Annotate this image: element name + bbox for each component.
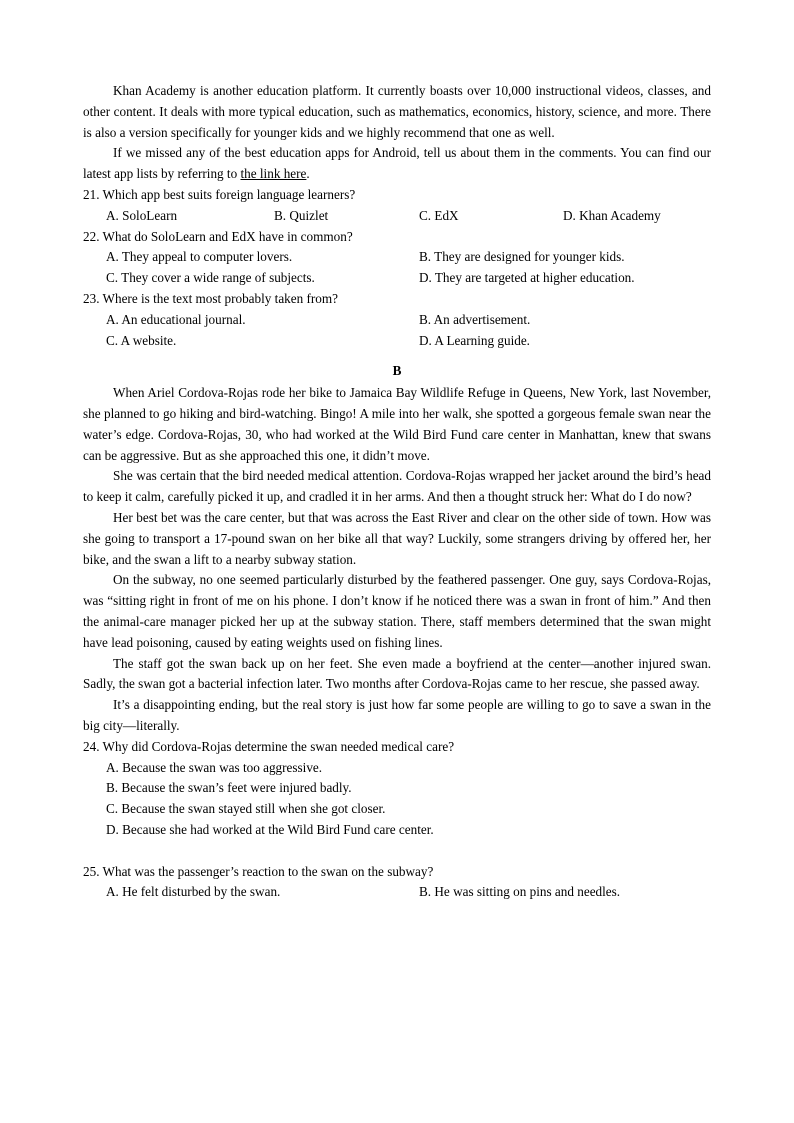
question-stem: 22. What do SoloLearn and EdX have in common? (83, 228, 353, 244)
passage-b-paragraph: When Ariel Cordova-Rojas rode her bike to Jamaica Bay Wildlife Refuge in Queens, New York, last November, she planned to go hiking and bird-watching. Bingo! A mile into her walk, she spotted a gorgeous female swan near the water’s edge. Cordova-Rojas, 30, who had worked at the Wild Bird Fund care center in Manhattan, knew that swans can be aggressive. But as she approached this one, it didn’t move. (83, 385, 711, 463)
answer-option: A. He felt disturbed by the swan. (106, 884, 281, 900)
passage-a-paragraph (83, 143, 711, 185)
answer-option: C. A website. (106, 332, 177, 348)
question-stem: 25. What was the passenger’s reaction to the swan on the subway? (83, 863, 434, 879)
answer-option: B. They are designed for younger kids. (419, 249, 625, 265)
paragraph-text: . (306, 166, 310, 182)
answer-options (83, 206, 711, 227)
answer-options (83, 268, 711, 289)
section-heading: B (392, 363, 402, 379)
paragraph-text: If we missed any of the best education apps for Android, tell us about them in the comments. You can find our latest app lists by referring to (83, 145, 711, 182)
passage-b-paragraph: Her best bet was the care center, but that was across the East River and clear on the other side of town. How was she going to transport a 17-pound swan on her bike all that way? Luckily, some strangers driving by offered her, her bike, and the swan a lift to a nearby subway station. (83, 509, 711, 567)
question-stem: 21. Which app best suits foreign language learners? (83, 186, 356, 202)
answer-option: D. They are targeted at higher education. (419, 270, 635, 286)
answer-options (83, 247, 711, 268)
passage-b-paragraph: She was certain that the bird needed medical attention. Cordova-Rojas wrapped her jacket around the bird’s head to keep it calm, carefully picked it up, and cradled it in her arms. And then a thought struck her: What do I do now? (83, 468, 711, 505)
answer-option: A. SoloLearn (106, 207, 178, 223)
answer-option: C. They cover a wide range of subjects. (106, 270, 315, 286)
answer-option: D. Because she had worked at the Wild Bird Fund care center. (106, 821, 434, 837)
answer-options (83, 331, 711, 352)
answer-option: B. He was sitting on pins and needles. (419, 884, 621, 900)
answer-option: C. EdX (419, 207, 459, 223)
answer-option: D. Khan Academy (563, 207, 661, 223)
answer-option: A. They appeal to computer lovers. (106, 249, 293, 265)
answer-option: B. An advertisement. (419, 311, 531, 327)
exam-page (83, 81, 711, 903)
answer-option: D. A Learning guide. (419, 332, 530, 348)
answer-option: C. Because the swan stayed still when she got closer. (106, 801, 386, 817)
answer-options (83, 310, 711, 331)
passage-a-paragraph: Khan Academy is another education platform. It currently boasts over 10,000 instructional videos, classes, and other content. It deals with more typical education, such as mathematics, economics, history, science, and more. There is also a version specifically for younger kids and we highly recommend that one as well. (83, 83, 711, 140)
answer-option: A. An educational journal. (106, 311, 246, 327)
answer-option: A. Because the swan was too aggressive. (106, 759, 323, 775)
question-stem: 23. Where is the text most probably taken from? (83, 290, 339, 306)
answer-option: B. Because the swan’s feet were injured badly. (106, 780, 352, 796)
question-stem: 24. Why did Cordova-Rojas determine the swan needed medical care? (83, 738, 455, 754)
passage-b-paragraph: It’s a disappointing ending, but the real story is just how far some people are willing to go to save a swan in the big city—literally. (83, 697, 711, 733)
passage-b-paragraph: On the subway, no one seemed particularly disturbed by the feathered passenger. One guy, says Cordova-Rojas, was “sitting right in front of me on his phone. I don’t know if he noticed there was a swan in front of him.” And then the animal-care manager picked her up at the subway station. There, staff members determined that the swan might have lead poisoning, caused by eating weights used on fishing lines. (83, 572, 711, 650)
spacer (83, 841, 711, 862)
app-list-link[interactable]: the link here (240, 166, 307, 182)
passage-b-paragraph: The staff got the swan back up on her feet. She even made a boyfriend at the center—another injured swan. Sadly, the swan got a bacterial infection later. Two months after Cordova-Rojas came to her rescue, she passed away. (83, 655, 711, 692)
answer-options (83, 882, 711, 903)
answer-option: B. Quizlet (274, 207, 329, 223)
